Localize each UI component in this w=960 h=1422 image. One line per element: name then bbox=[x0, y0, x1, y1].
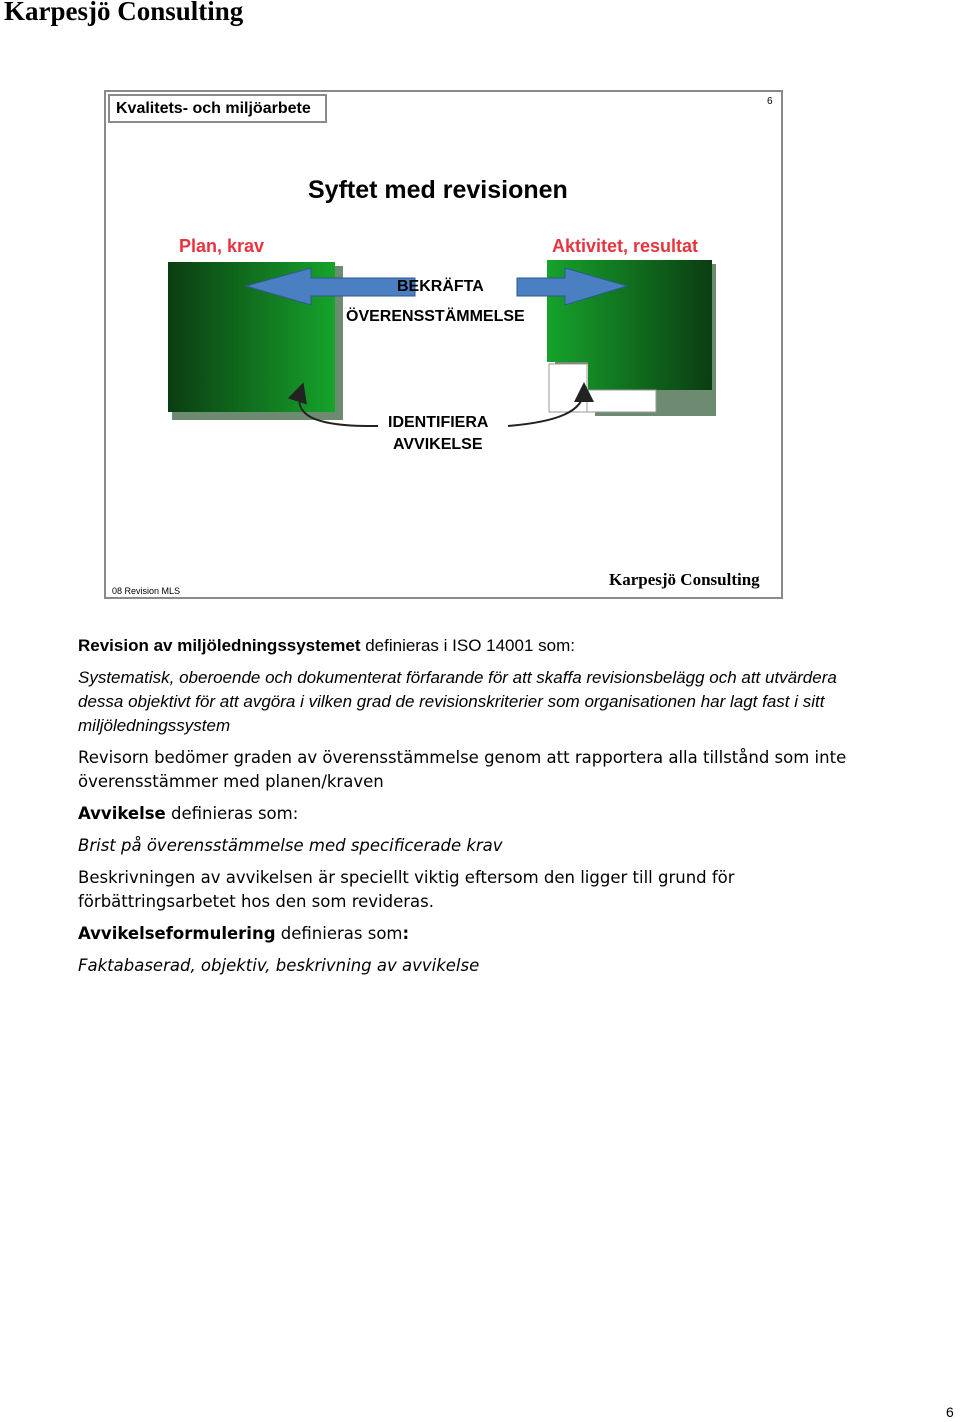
paragraph bbox=[78, 922, 878, 946]
italic-text: Systematisk, oberoende och dokumenterat förfarande för att skaffa revisionsbelägg och att utvärdera dessa objektivt för att avgöra i vilken grad de revisionskriterier som organisationen har lagt fast i sitt miljöledningssystem bbox=[78, 668, 837, 735]
paragraph: Revisorn bedömer graden av överensstämmelse genom att rapportera alla tillstånd som inte överensstämmer med planen/kraven bbox=[78, 748, 847, 791]
result-label: Aktivitet, resultat bbox=[552, 236, 699, 256]
paragraph: Beskrivningen av avvikelsen är speciellt viktig eftersom den ligger till grund för förbättringsarbetet hos den som revideras. bbox=[78, 868, 735, 911]
colon: : bbox=[402, 924, 410, 943]
paragraph bbox=[78, 802, 878, 826]
slide-brand: Karpesjö Consulting bbox=[609, 570, 760, 589]
definition-text bbox=[78, 666, 878, 738]
page-number: 6 bbox=[946, 1404, 954, 1420]
plan-label: Plan, krav bbox=[179, 236, 265, 256]
slide-number: 6 bbox=[767, 96, 773, 107]
bold-term: Avvikelse bbox=[78, 804, 166, 823]
italic-text: Faktabaserad, objektiv, beskrivning av avvikelse bbox=[78, 956, 480, 975]
paragraph bbox=[78, 634, 878, 658]
confirm-label: BEKRÄFTA bbox=[397, 278, 484, 295]
text-span: definieras i ISO 14001 som: bbox=[360, 636, 575, 655]
definition-text bbox=[78, 834, 878, 858]
notes-text bbox=[78, 634, 878, 986]
conformity-diagram bbox=[106, 92, 781, 597]
identify-label: IDENTIFIERA bbox=[388, 414, 489, 431]
bold-term: Avvikelseformulering bbox=[78, 924, 276, 943]
slide-header-box: Kvalitets- och miljöarbete bbox=[108, 94, 327, 123]
slide-footer: 08 Revision MLS bbox=[112, 586, 181, 596]
conformity-label: ÖVERENSSTÄMMELSE bbox=[346, 308, 525, 325]
deviation-label: AVVIKELSE bbox=[393, 436, 483, 453]
slide-image bbox=[104, 90, 783, 599]
text-span: definieras som: bbox=[165, 804, 299, 823]
bold-term: Revision av miljöledningssystemet bbox=[78, 636, 361, 655]
slide-title: Syftet med revisionen bbox=[308, 176, 568, 204]
definition-text bbox=[78, 954, 878, 978]
italic-text: Brist på överensstämmelse med specificerade krav bbox=[78, 836, 503, 855]
document-header: Karpesjö Consulting bbox=[4, 0, 244, 26]
text-span: definieras som bbox=[275, 924, 403, 943]
